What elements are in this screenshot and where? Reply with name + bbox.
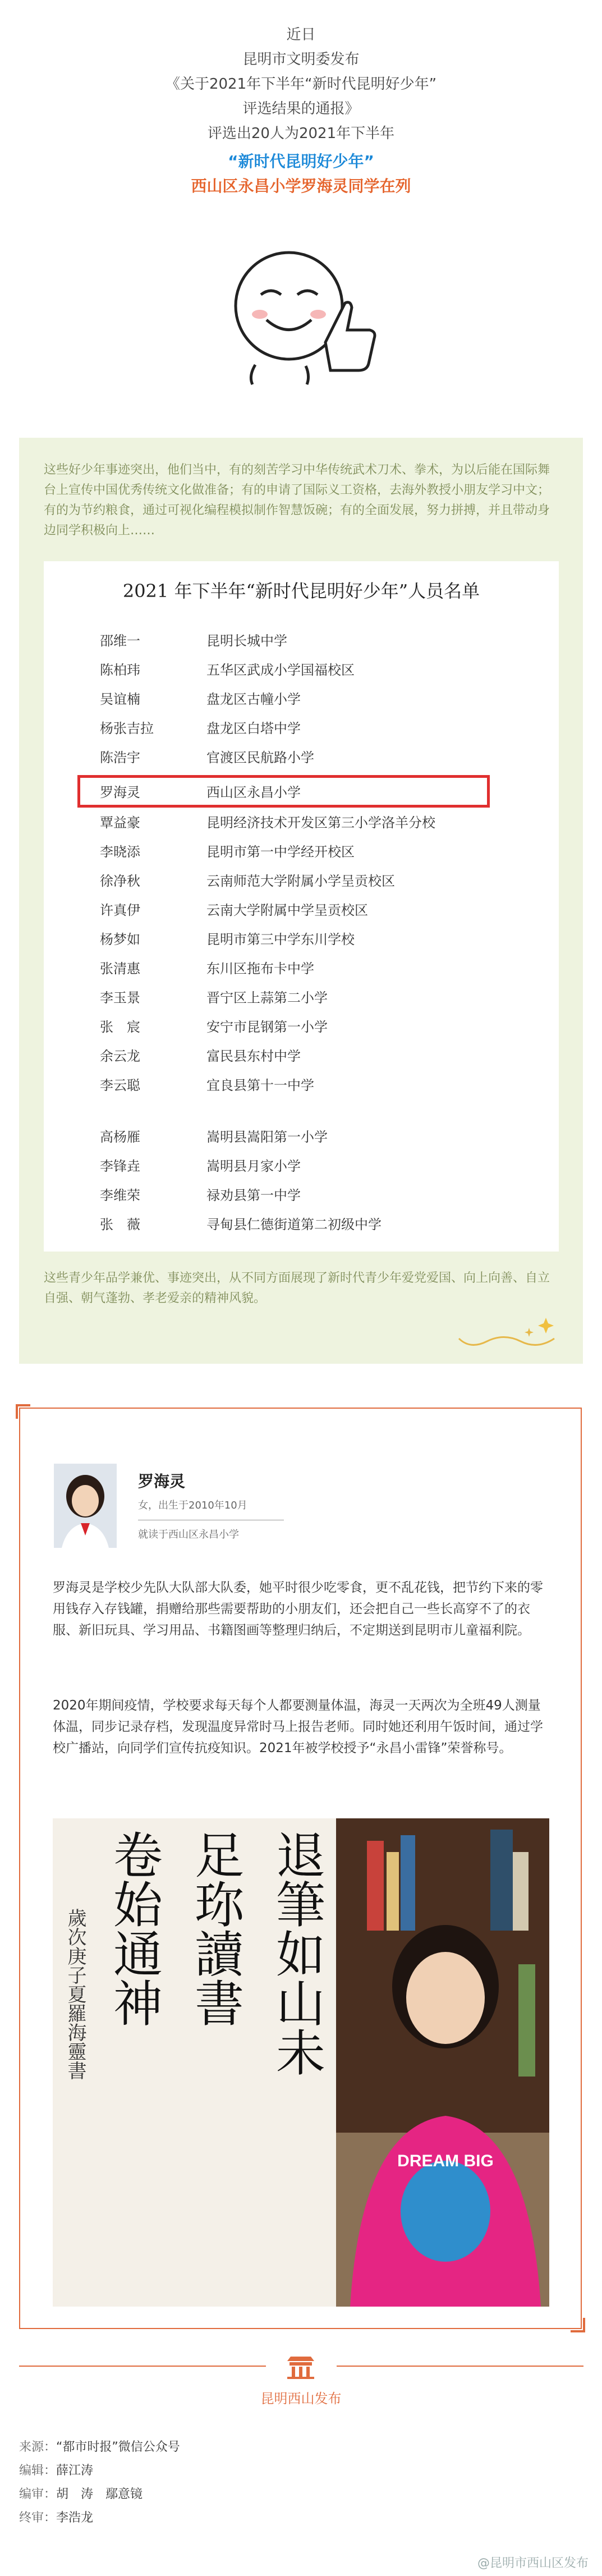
student-school: 嵩明县月家小学 (206, 1158, 301, 1174)
intro-highlight-orange: 西山区永昌小学罗海灵同学在列 (191, 177, 411, 195)
student-school: 盘龙区白塔中学 (206, 721, 301, 736)
student-name: 张 宸 (100, 1019, 140, 1035)
profile-school: 就读于西山区永昌小学 (138, 1529, 239, 1541)
credit-value: 李浩龙 (56, 2511, 94, 2525)
calligraphy-text (53, 1818, 336, 2307)
shirt-text: DREAM BIG (397, 2152, 494, 2170)
student-school: 昆明经济技术开发区第三小学洛羊分校 (206, 815, 435, 831)
student-name: 李维荣 (100, 1188, 140, 1203)
summary-text: 这些好少年事迹突出，他们当中，有的刻苦学习中华传统武术刀术、拳术，为以后能在国际舞台上宣传中国优秀传统文化做准备；有的申请了国际义工资格，去海外教授小朋友学习中文；有的为节约粮食，通过可视化编程模拟制作智慧饭碗；有的全面发展，努力拼搏，并且带动身边同学积极向上…… (44, 463, 550, 538)
credits (19, 2436, 180, 2530)
student-name: 李云聪 (100, 1078, 140, 1093)
watermark: @昆明市西山区发布 (477, 2556, 589, 2570)
credit-label: 终审： (19, 2511, 57, 2525)
intro-line: 近日 (286, 26, 316, 43)
credit-label: 来源： (19, 2440, 57, 2454)
profile-name: 罗海灵 (138, 1472, 186, 1491)
student-school: 盘龙区古幢小学 (206, 691, 301, 707)
intro-line: 《关于2021年下半年“新时代昆明好少年” (165, 76, 437, 93)
thumbs-up-emoji-icon (222, 236, 384, 387)
student-school: 晋宁区上蒜第二小学 (206, 990, 328, 1006)
avatar (54, 1464, 117, 1548)
student-name: 罗海灵 (100, 785, 140, 800)
student-name: 吴谊楠 (100, 691, 140, 707)
intro-line: 评选出20人为2021年下半年 (207, 125, 395, 142)
honor-list-title: 2021 年下半年“新时代昆明好少年”人员名单 (122, 580, 480, 602)
calligraphy-column: 卷始通神 (105, 1830, 163, 2027)
student-school: 寻甸县仁德街道第二初级中学 (206, 1217, 382, 1232)
honor-list-section (19, 438, 583, 1364)
student-school: 官渡区民航路小学 (206, 750, 314, 766)
student-name: 杨梦如 (100, 932, 140, 947)
credit-label: 编审： (19, 2487, 57, 2501)
student-school: 昆明市第一中学经开校区 (206, 844, 355, 860)
profile-card (19, 1408, 582, 2329)
calligraphy-column: 退筆如山未 (268, 1830, 326, 2077)
student-school: 安宁市昆钢第一小学 (206, 1019, 328, 1035)
student-school: 云南师范大学附属小学呈贡校区 (206, 873, 395, 889)
student-name: 李晓添 (100, 844, 140, 860)
student-name: 高杨雁 (100, 1129, 140, 1145)
student-school: 禄劝县第一中学 (206, 1188, 301, 1203)
credit-line (19, 2436, 180, 2459)
credit-line (19, 2506, 180, 2530)
student-name: 邵维一 (100, 633, 140, 649)
corner-decoration (16, 1404, 30, 1419)
profile-paragraph: 2020年期间疫情，学校要求每天每个人都要测量体温，海灵一天两次为全班49人测量体温，同步记录存档，发现温度异常时马上报告老师。同时她还利用午饭时间，通过学校广播站，向同学们宣传抗疫知识。2021年被学校授予“永昌小雷锋”荣誉称号。 (53, 1698, 543, 1755)
student-photo (53, 1818, 549, 2307)
honor-list-card (44, 561, 559, 1122)
credit-value: 胡 涛 鄢意镜 (56, 2487, 143, 2501)
building-icon (284, 2354, 318, 2379)
student-name: 杨张吉拉 (100, 721, 154, 736)
divider (337, 2366, 583, 2367)
student-school: 昆明市第三中学东川学校 (206, 932, 355, 947)
student-name: 覃益豪 (100, 815, 140, 831)
divider (19, 2366, 266, 2367)
intro-highlight-blue: “新时代昆明好少年” (228, 152, 374, 171)
student-school: 富民县东村中学 (206, 1048, 301, 1064)
honor-list-card-continued (44, 1122, 559, 1252)
student-school: 嵩明县嵩阳第一小学 (206, 1129, 328, 1145)
student-school: 东川区拖布卡中学 (206, 961, 314, 977)
student-school: 西山区永昌小学 (206, 785, 301, 800)
student-name: 李锋垚 (100, 1158, 140, 1174)
closing-text: 这些青少年品学兼优、事迹突出，从不同方面展现了新时代青少年爱党爱国、向上向善、自立自强、朝气蓬勃、孝老爱亲的精神风貌。 (44, 1271, 550, 1305)
calligraphy-column: 足珎讀書 (187, 1830, 245, 2027)
intro-line: 评选结果的通报》 (242, 100, 360, 117)
student-name: 张清惠 (100, 961, 140, 977)
student-school: 云南大学附属中学呈贡校区 (206, 902, 368, 918)
credit-label: 编辑： (19, 2464, 57, 2478)
publisher-name: 昆明西山发布 (260, 2391, 342, 2407)
intro-line: 昆明市文明委发布 (242, 51, 360, 68)
student-school: 宜良县第十一中学 (206, 1078, 314, 1093)
student-name: 陈柏玮 (100, 662, 140, 678)
profile-paragraph: 罗海灵是学校少先队大队部大队委，她平时很少吃零食，更不乱花钱，把节约下来的零用钱存入存钱罐，捐赠给那些需要帮助的小朋友们，还会把自己一些长高穿不了的衣服、新旧玩具、学习用品、书籍图画等整理归纳后，不定期送到昆明市儿童福利院。 (53, 1580, 543, 1638)
student-name: 许真伊 (100, 902, 140, 918)
profile-meta: 女，出生于2010年10月 (138, 1500, 247, 1511)
credit-value: 薛江涛 (56, 2464, 94, 2478)
student-name: 余云龙 (100, 1048, 140, 1064)
credit-value: “都市时报”微信公众号 (56, 2440, 180, 2454)
corner-decoration (571, 2318, 585, 2332)
student-name: 陈浩宇 (100, 750, 140, 766)
student-name: 李玉景 (100, 990, 140, 1006)
student-name: 张 薇 (100, 1217, 140, 1232)
decorative-squiggle-icon (456, 1313, 563, 1353)
student-name: 徐净秋 (100, 873, 140, 889)
credit-line (19, 2459, 180, 2483)
student-school: 昆明长城中学 (206, 633, 287, 649)
student-school: 五华区武成小学国福校区 (206, 662, 355, 678)
credit-line (19, 2483, 180, 2506)
intro-section (0, 22, 602, 199)
calligraphy-signature: 歲次庚子夏羅海靈書 (64, 1908, 86, 2080)
